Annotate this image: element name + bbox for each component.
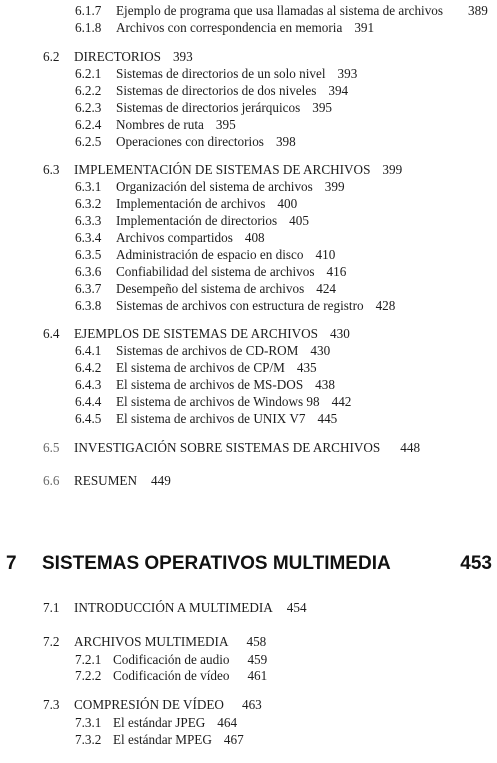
entry-number: 6.2.4 (75, 117, 102, 132)
entry-number: 6.3.5 (75, 247, 102, 262)
toc-entry-6-4-1 (75, 343, 330, 359)
entry-page: 461 (247, 668, 268, 683)
entry-title: Operaciones con directorios (116, 134, 264, 149)
entry-number: 6.3.1 (75, 179, 102, 194)
entry-title: El sistema de archivos de MS-DOS (116, 377, 304, 392)
entry-number: 6.3.6 (75, 264, 102, 279)
toc-entry-6-2-3 (75, 100, 332, 116)
toc-entry-6-4-2 (75, 360, 317, 376)
entry-number: 6.3.2 (75, 196, 102, 211)
entry-number: 6.2.2 (75, 83, 102, 98)
section-title: INTRODUCCIÓN A MULTIMEDIA (74, 600, 273, 615)
toc-section-7-1 (43, 600, 307, 616)
entry-number: 6.2.1 (75, 66, 102, 81)
entry-page: 391 (354, 20, 375, 35)
chapter-number: 7 (6, 553, 17, 574)
section-page: 449 (151, 473, 171, 488)
toc-section-7-2 (43, 634, 266, 650)
entry-page: 398 (275, 134, 296, 149)
toc-entry-6-3-3 (75, 213, 309, 229)
section-number: 7.3 (43, 697, 60, 712)
section-title: COMPRESIÓN DE VÍDEO (74, 697, 224, 712)
entry-page: 424 (316, 281, 337, 296)
toc-section-6-4 (43, 326, 350, 342)
entry-page: 394 (328, 83, 349, 98)
entry-title: Sistemas de directorios de dos niveles (116, 83, 317, 98)
entry-title: Codificación de audio (113, 652, 230, 667)
toc-entry-7-2-2 (75, 668, 267, 684)
entry-title: Ejemplo de programa que usa llamadas al sistema de archivos (116, 3, 444, 18)
section-page: 399 (382, 162, 403, 177)
section-page: 393 (172, 49, 193, 64)
entry-number: 6.4.5 (75, 411, 102, 426)
toc-entry-6-3-6 (75, 264, 346, 280)
toc-entry-7-3-2 (75, 732, 244, 748)
entry-title: El sistema de archivos de Windows 98 (116, 394, 320, 409)
section-page: 458 (246, 634, 267, 649)
section-page: 463 (241, 697, 262, 712)
entry-number: 7.3.1 (75, 715, 102, 730)
entry-number: 6.4.4 (75, 394, 102, 409)
section-title: IMPLEMENTACIÓN DE SISTEMAS DE ARCHIVOS (74, 162, 371, 177)
entry-title: Desempeño del sistema de archivos (116, 281, 305, 296)
entry-number: 6.4.2 (75, 360, 102, 375)
toc-section-6-2 (43, 49, 193, 65)
entry-title: Sistemas de directorios de un solo nivel (116, 66, 326, 81)
entry-number: 6.2.5 (75, 134, 102, 149)
section-page: 430 (330, 326, 350, 341)
entry-page: 395 (215, 117, 236, 132)
toc-entry-7-3-1 (75, 715, 237, 731)
entry-number: 6.4.3 (75, 377, 102, 392)
entry-page: 416 (326, 264, 347, 279)
section-number: 7.1 (43, 600, 60, 615)
toc-entry-6-1-8 (75, 20, 374, 36)
entry-page: 438 (315, 377, 335, 392)
entry-number: 6.3.3 (75, 213, 102, 228)
entry-title: El sistema de archivos de CP/M (116, 360, 285, 375)
toc-section-6-5 (43, 440, 420, 456)
toc-entry-6-4-3 (75, 377, 335, 393)
section-title: ARCHIVOS MULTIMEDIA (74, 634, 229, 649)
toc-section-6-6 (43, 473, 171, 489)
entry-page: 445 (317, 411, 338, 426)
entry-number: 6.2.3 (75, 100, 102, 115)
entry-title: Administración de espacio en disco (116, 247, 304, 262)
entry-title: Confiabilidad del sistema de archivos (116, 264, 315, 279)
entry-title: Sistemas de directorios jerárquicos (116, 100, 301, 115)
entry-page: 428 (375, 298, 396, 313)
section-number: 6.6 (43, 473, 60, 488)
section-number: 7.2 (43, 634, 60, 649)
entry-title: El estándar JPEG (113, 715, 206, 730)
entry-number: 7.2.1 (75, 652, 102, 667)
entry-title: Organización del sistema de archivos (116, 179, 313, 194)
entry-title: Sistemas de archivos con estructura de registro (116, 298, 364, 313)
toc-entry-6-3-5 (75, 247, 335, 263)
entry-title: Archivos compartidos (116, 230, 233, 245)
entry-page: 442 (331, 394, 352, 409)
entry-number: 6.3.8 (75, 298, 102, 313)
entry-title: El sistema de archivos de UNIX V7 (116, 411, 306, 426)
toc-entry-7-2-1 (75, 652, 267, 668)
entry-title: El estándar MPEG (113, 732, 212, 747)
toc-entry-6-3-8 (75, 298, 395, 314)
section-page: 454 (286, 600, 307, 615)
toc-entry-6-1-7 (75, 3, 488, 19)
chapter-heading (6, 553, 492, 577)
section-title: RESUMEN (74, 473, 138, 488)
section-title: EJEMPLOS DE SISTEMAS DE ARCHIVOS (74, 326, 319, 341)
section-page: 448 (400, 440, 421, 455)
section-number: 6.5 (43, 440, 60, 455)
entry-number: 7.3.2 (75, 732, 102, 747)
entry-page: 393 (337, 66, 358, 81)
toc-section-6-3 (43, 162, 402, 178)
entry-page: 435 (296, 360, 317, 375)
toc-entry-6-2-5 (75, 134, 296, 150)
toc-entry-6-3-7 (75, 281, 336, 297)
toc-entry-6-2-2 (75, 83, 348, 99)
section-number: 6.4 (43, 326, 60, 341)
toc-entry-6-3-1 (75, 179, 345, 195)
chapter-page: 453 (460, 553, 492, 574)
entry-page: 399 (324, 179, 345, 194)
entry-number: 6.4.1 (75, 343, 102, 358)
entry-page: 430 (310, 343, 331, 358)
toc-entry-6-3-2 (75, 196, 297, 212)
entry-title: Nombres de ruta (116, 117, 204, 132)
entry-page: 389 (468, 3, 488, 18)
entry-title: Implementación de archivos (116, 196, 266, 211)
entry-page: 400 (277, 196, 298, 211)
section-title: INVESTIGACIÓN SOBRE SISTEMAS DE ARCHIVOS (74, 440, 381, 455)
toc-entry-6-2-4 (75, 117, 236, 133)
entry-number: 6.1.7 (75, 3, 102, 18)
section-title: DIRECTORIOS (74, 49, 161, 64)
entry-title: Codificación de vídeo (113, 668, 230, 683)
entry-page: 395 (312, 100, 332, 115)
entry-number: 6.3.7 (75, 281, 102, 296)
toc-entry-6-4-5 (75, 411, 337, 427)
entry-title: Sistemas de archivos de CD-ROM (116, 343, 299, 358)
entry-number: 6.1.8 (75, 20, 102, 35)
entry-title: Implementación de directorios (116, 213, 278, 228)
entry-title: Archivos con correspondencia en memoria (116, 20, 343, 35)
section-number: 6.2 (43, 49, 60, 64)
chapter-title: SISTEMAS OPERATIVOS MULTIMEDIA (42, 553, 391, 574)
toc-entry-6-2-1 (75, 66, 357, 82)
toc-entry-6-4-4 (75, 394, 351, 410)
toc-section-7-3 (43, 697, 262, 713)
entry-page: 405 (289, 213, 309, 228)
entry-number: 6.3.4 (75, 230, 102, 245)
entry-page: 408 (244, 230, 265, 245)
entry-number: 7.2.2 (75, 668, 102, 683)
toc-entry-6-3-4 (75, 230, 265, 246)
entry-page: 467 (223, 732, 244, 747)
section-number: 6.3 (43, 162, 60, 177)
entry-page: 410 (315, 247, 336, 262)
entry-page: 464 (217, 715, 238, 730)
entry-page: 459 (247, 652, 268, 667)
